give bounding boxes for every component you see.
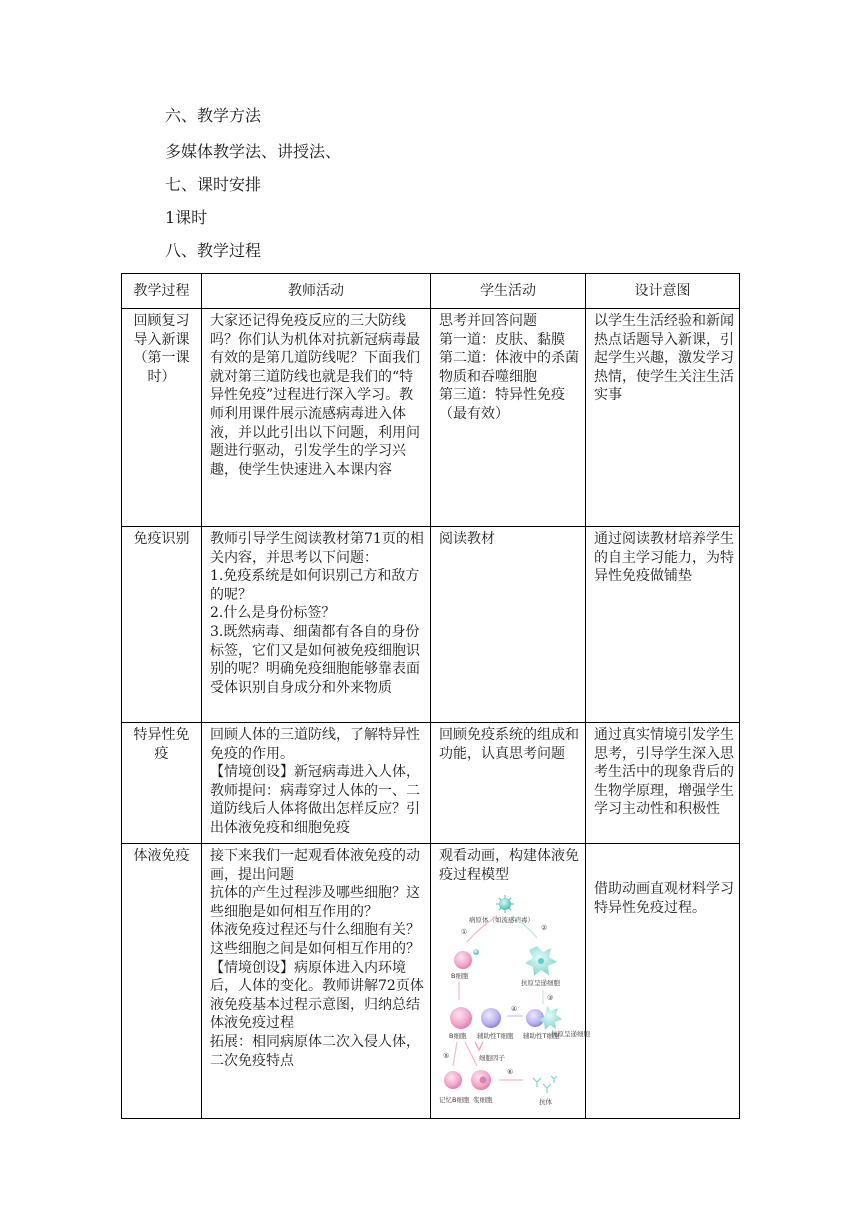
hours-title: 七、课时安排 <box>165 175 262 194</box>
stage-cell: 回顾复习导入新课（第一课时） <box>122 309 202 527</box>
student-cell <box>431 844 590 1119</box>
arrow-icon <box>465 1042 477 1066</box>
antibody-label: 抗体 <box>539 1098 552 1107</box>
helper-t-label: 辅助性T细胞 <box>477 1032 514 1041</box>
b-cell-label: B细胞 <box>451 972 469 981</box>
memory-b-cell-icon <box>444 1071 462 1089</box>
step-2-label: ② <box>541 924 548 933</box>
table-header-row <box>122 274 740 309</box>
memory-b-label: 记忆B细胞 <box>439 1096 470 1105</box>
helper-t-2-label: 辅助性T细胞 <box>523 1032 560 1041</box>
b-cell-icon <box>454 949 479 969</box>
b-cell-2-label: B细胞 <box>449 1032 467 1041</box>
hours-text: 1课时 <box>165 208 208 227</box>
step-3-label: ③ <box>547 994 554 1003</box>
header-intent: 设计意图 <box>586 274 740 309</box>
plasma-cell-icon <box>471 1070 491 1090</box>
teacher-cell: 教师引导学生阅读教材第71页的相关内容，并思考以下问题： 1.免疫系统是如何识别己方和敌方的呢？ 2.什么是身份标签？ 3.既然病毒、细菌都有各自的身份标签，它们又是如何被免疫细胞识别的呢？明确免疫细胞能够靠表面受体识别自身成分和外来物质 <box>202 527 431 723</box>
step-6-label: ⑥ <box>507 1068 514 1077</box>
student-text: 观看动画，构建体液免疫过程模型 <box>439 848 579 883</box>
helper-t-cell-right-icon <box>526 1006 562 1030</box>
table-row <box>122 527 740 723</box>
antibody-icon <box>533 1076 557 1093</box>
intent-cell: 借助动画直观材料学习特异性免疫过程。 <box>586 844 740 1119</box>
lesson-process-table <box>121 273 740 1119</box>
step-1-label: ① <box>461 928 468 937</box>
stage-cell: 免疫识别 <box>122 527 202 723</box>
table-row <box>122 309 740 527</box>
cytokine-label: 细胞因子 <box>479 1054 505 1063</box>
humoral-immunity-diagram <box>439 890 590 1110</box>
pathogen-label: 病原体（如流感病毒） <box>469 916 534 925</box>
teacher-cell: 回顾人体的三道防线，了解特异性免疫的作用。 【情境创设】新冠病毒进入人体，教师提问：病毒穿过人体的一、二道防线后人体将做出怎样反应？引出体液免疫和细胞免疫 <box>202 723 431 844</box>
cytokine-icon <box>475 1042 483 1050</box>
table-row <box>122 723 740 844</box>
antigen-presenting-cell-icon <box>525 946 557 976</box>
arrow-icon <box>453 1042 457 1066</box>
plasma-label: 浆细胞 <box>473 1096 493 1105</box>
student-cell: 阅读教材 <box>431 527 586 723</box>
step-5-label: ⑤ <box>443 1052 450 1061</box>
intent-cell: 通过真实情境引发学生思考，引导学生深入思考生活中的现象背后的生物学原理，增强学生学习主动性和积极性 <box>586 723 740 844</box>
apc-2-label: 抗原呈递细胞 <box>551 1030 590 1039</box>
intent-cell: 通过阅读教材培养学生的自主学习能力，为特异性免疫做铺垫 <box>586 527 740 723</box>
student-cell: 思考并回答问题 第一道：皮肤、黏膜 第二道：体液中的杀菌物质和吞噬细胞 第三道：特异性免疫（最有效） <box>431 309 586 527</box>
header-student: 学生活动 <box>431 274 586 309</box>
header-teacher: 教师活动 <box>202 274 431 309</box>
pathogen-icon <box>496 895 514 913</box>
stage-cell: 特异性免疫 <box>122 723 202 844</box>
table-row <box>122 844 740 1119</box>
helper-t-cell-icon <box>481 1008 501 1028</box>
intent-cell: 以学生生活经验和新闻热点话题导入新课，引起学生兴趣，激发学习热情，使学生关注生活实事 <box>586 309 740 527</box>
method-title: 六、教学方法 <box>165 106 262 125</box>
process-title: 八、教学过程 <box>165 241 262 260</box>
teacher-cell: 大家还记得免疫反应的三大防线吗？你们认为机体对抗新冠病毒最有效的是第几道防线呢？下面我们就对第三道防线也就是我们的“特异性免疫”过程进行深入学习。教师利用课件展示流感病毒进入体液，并以此引出以下问题，利用问题进行驱动，引发学生的学习兴趣，使学生快速进入本课内容 <box>202 309 431 527</box>
b-cell-activated-icon <box>450 1007 472 1029</box>
stage-cell: 体液免疫 <box>122 844 202 1119</box>
method-text: 多媒体教学法、讲授法、 <box>165 142 342 161</box>
student-cell: 回顾免疫系统的组成和功能，认真思考问题 <box>431 723 586 844</box>
apc-label: 抗原呈递细胞 <box>521 979 560 988</box>
header-stage: 教学过程 <box>122 274 202 309</box>
step-4-label: ④ <box>511 1005 518 1014</box>
teacher-cell: 接下来我们一起观看体液免疫的动画，提出问题 抗体的产生过程涉及哪些细胞？这些细胞是如何相互作用的？ 体液免疫过程还与什么细胞有关？这些细胞之间是如何相互作用的？ 【情境创设】病原体进入内环境后，人体的变化。教师讲解72页体液免疫基本过程示意图，归纳总结体液免疫过程 拓展：相同病原体二次入侵人体，二次免疫特点 <box>202 844 431 1119</box>
